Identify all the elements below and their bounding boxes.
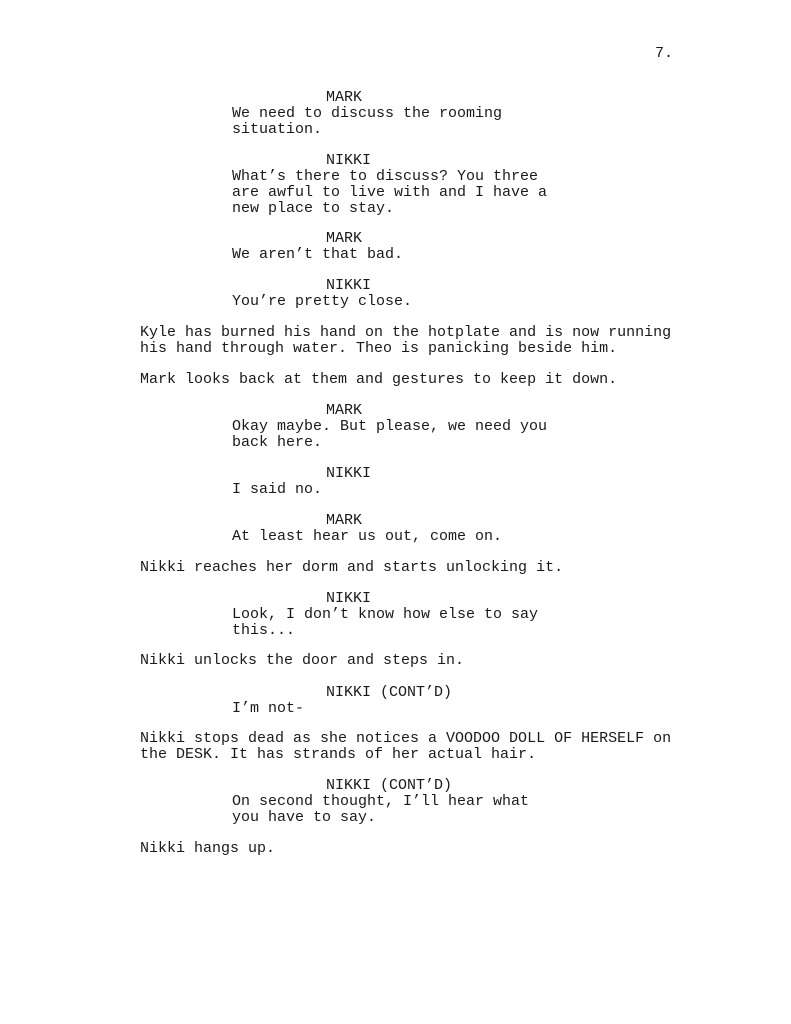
character-cue: NIKKI [326, 465, 372, 482]
action-line: Nikki reaches her dorm and starts unlocking it. [140, 559, 564, 576]
character-cue: NIKKI (CONT’D) [326, 684, 453, 701]
action-line: Kyle has burned his hand on the hotplate and is now running his hand through water. Theo is panicking beside him. [140, 324, 672, 357]
action-line: Nikki stops dead as she notices a VOODOO DOLL OF HERSELF on the DESK. It has strands of her actual hair. [140, 730, 672, 763]
character-cue: NIKKI (CONT’D) [326, 777, 453, 794]
dialogue-line: What’s there to discuss? You three are awful to live with and I have a new place to stay. [232, 168, 548, 217]
character-cue: NIKKI [326, 590, 372, 607]
action-line: Nikki unlocks the door and steps in. [140, 652, 465, 669]
dialogue-line: I said no. [232, 481, 323, 498]
dialogue-line: I’m not- [232, 700, 305, 717]
dialogue-line: We aren’t that bad. [232, 246, 404, 263]
dialogue-line: Look, I don’t know how else to say this... [232, 606, 539, 639]
dialogue-line: On second thought, I’ll hear what you have to say. [232, 793, 530, 826]
dialogue-line: Okay maybe. But please, we need you back here. [232, 418, 548, 451]
action-line: Nikki hangs up. [140, 840, 276, 857]
dialogue-line: You’re pretty close. [232, 293, 413, 310]
character-cue: MARK [326, 512, 363, 529]
character-cue: NIKKI [326, 277, 372, 294]
dialogue-line: We need to discuss the rooming situation. [232, 105, 503, 138]
character-cue: NIKKI [326, 152, 372, 169]
character-cue: MARK [326, 402, 363, 419]
action-line: Mark looks back at them and gestures to keep it down. [140, 371, 618, 388]
page-number: 7. [654, 45, 673, 62]
character-cue: MARK [326, 230, 363, 247]
dialogue-line: At least hear us out, come on. [232, 528, 503, 545]
character-cue: MARK [326, 89, 363, 106]
